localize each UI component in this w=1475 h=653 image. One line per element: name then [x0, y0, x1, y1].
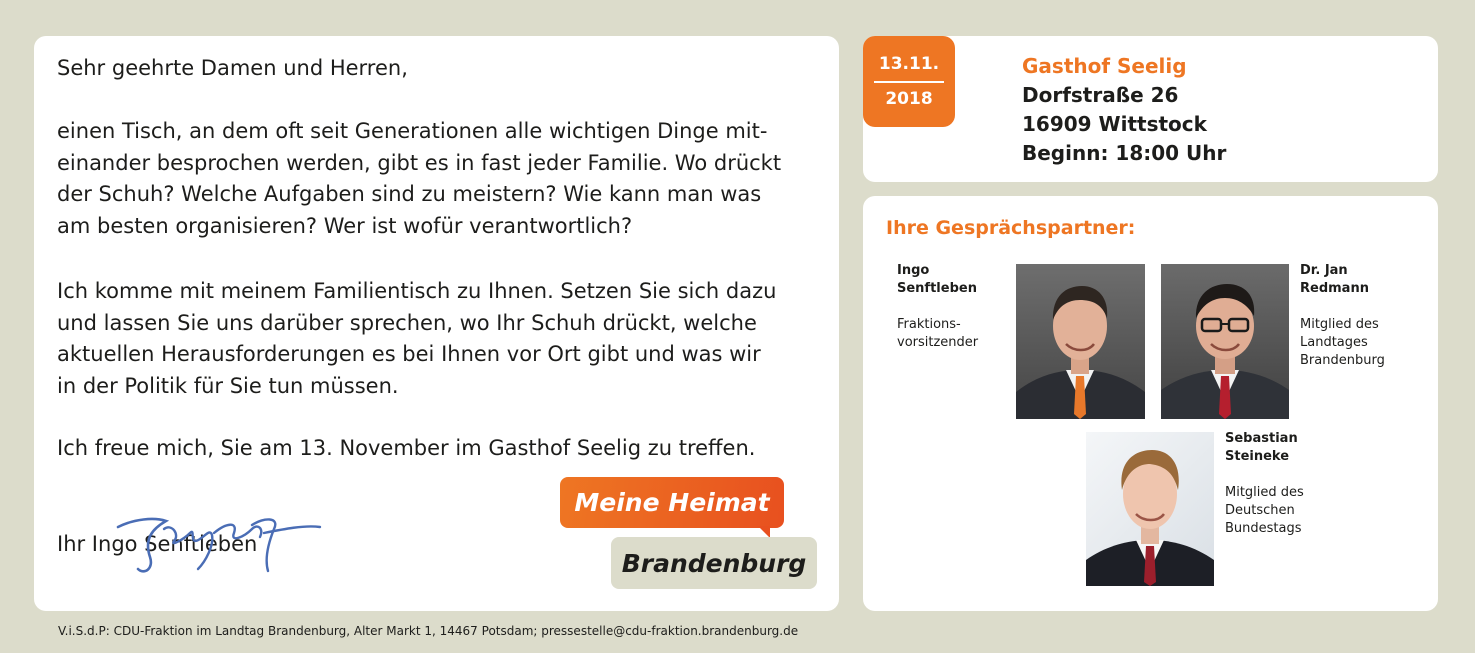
- letter-paragraph-1-line: einander besprochen werden, gibt es in fast jeder Familie. Wo drückt: [57, 150, 782, 175]
- partners-heading: Ihre Gesprächspartner:: [886, 217, 1136, 239]
- event-start-time: Beginn: 18:00 Uhr: [1022, 141, 1227, 165]
- letter-salutation: Sehr geehrte Damen und Herren,: [57, 56, 408, 80]
- partner-role-line: Deutschen: [1225, 503, 1295, 518]
- partner-role-line: vorsitzender: [897, 335, 979, 350]
- event-date-day: 13.11.: [878, 54, 940, 74]
- letter-paragraph-1-line: der Schuh? Welche Aufgaben sind zu meistern? Wie kann man was: [57, 182, 762, 206]
- letter-paragraph-3: Ich freue mich, Sie am 13. November im Gasthof Seelig zu treffen.: [57, 436, 756, 460]
- partner-name-line: Senftleben: [897, 281, 977, 296]
- handwritten-signature: [114, 499, 324, 579]
- letter-paragraph-1: [57, 116, 817, 242]
- partner-role-line: Fraktions-: [897, 317, 961, 332]
- letter-card: [34, 36, 839, 611]
- partner-name-line: Ingo: [897, 263, 930, 278]
- partner-role-line: Bundestags: [1225, 521, 1302, 536]
- letter-paragraph-2-line: Ich komme mit meinem Familientisch zu Ihnen. Setzen Sie sich dazu: [57, 279, 777, 303]
- letter-paragraph-2: [57, 276, 817, 402]
- partner-role-senftleben: [897, 316, 978, 352]
- letter-paragraph-2-line: aktuellen Herausforderungen es bei Ihnen vor Ort gibt und was wir: [57, 342, 761, 366]
- portrait-photo-redmann: [1161, 264, 1289, 419]
- imprint-footer: V.i.S.d.P: CDU-Fraktion im Landtag Brandenburg, Alter Markt 1, 14467 Potsdam; pressestelle@cdu-fraktion.brandenburg.de: [58, 624, 799, 638]
- partner-name-line: Sebastian: [1225, 431, 1298, 446]
- date-divider: [874, 81, 944, 83]
- partner-name-senftleben: [897, 262, 977, 298]
- partner-role-line: Brandenburg: [1300, 353, 1385, 368]
- event-city: 16909 Wittstock: [1022, 112, 1207, 136]
- letter-paragraph-1-line: am besten organisieren? Wer ist wofür verantwortlich?: [57, 213, 633, 238]
- event-date-year: 2018: [885, 89, 933, 109]
- letter-paragraph-2-line: in der Politik für Sie tun müssen.: [57, 373, 399, 398]
- partner-role-line: Mitglied des: [1300, 317, 1379, 332]
- partner-role-line: Mitglied des: [1225, 485, 1304, 500]
- letter-paragraph-1-line: einen Tisch, an dem oft seit Generationen alle wichtigen Dinge mit-: [57, 119, 768, 143]
- partner-name-line: Steineke: [1225, 449, 1290, 464]
- partner-name-line: Dr. Jan: [1300, 263, 1348, 278]
- event-street: Dorfstraße 26: [1022, 83, 1179, 107]
- campaign-badge-brandenburg: Brandenburg: [611, 537, 817, 589]
- event-venue: Gasthof Seelig: [1022, 54, 1187, 78]
- partner-name-steineke: [1225, 430, 1298, 466]
- partners-card: [863, 196, 1438, 611]
- partner-role-redmann: [1300, 316, 1385, 370]
- letter-closing: Ihr Ingo Senftleben: [57, 532, 258, 556]
- partner-role-steineke: [1225, 484, 1304, 538]
- partner-role-line: Landtages: [1300, 335, 1368, 350]
- date-badge: [863, 36, 955, 127]
- portrait-photo-senftleben: [1016, 264, 1145, 419]
- portrait-photo-steineke: [1086, 432, 1214, 586]
- campaign-badge-heimat: Meine Heimat: [560, 477, 784, 528]
- event-card: [863, 36, 1438, 182]
- partner-name-redmann: [1300, 262, 1369, 298]
- letter-paragraph-2-line: und lassen Sie uns darüber sprechen, wo Ihr Schuh drückt, welche: [57, 310, 757, 335]
- partner-name-line: Redmann: [1300, 281, 1369, 296]
